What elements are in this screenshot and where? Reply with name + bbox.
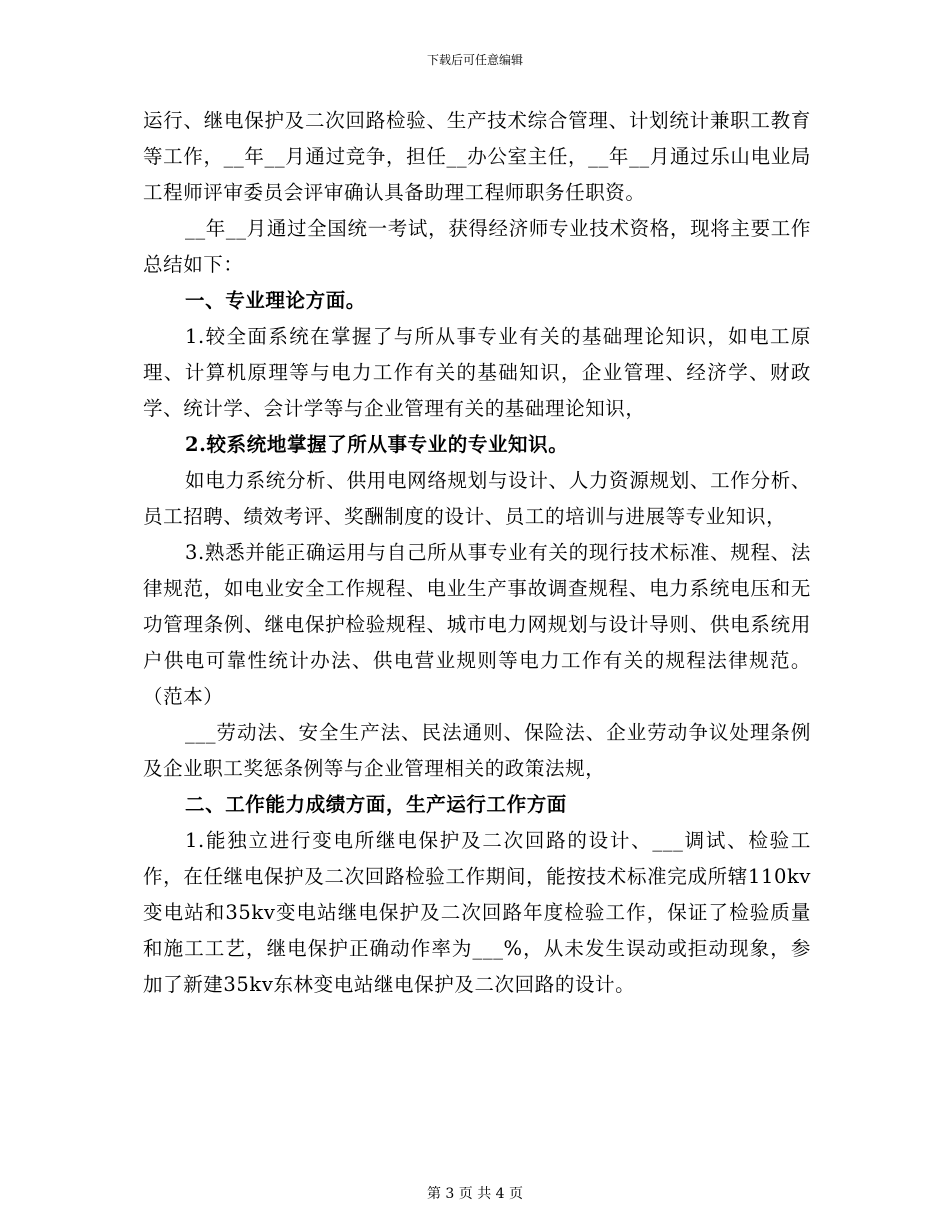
section-heading-1: 一、专业理论方面。 bbox=[185, 289, 366, 312]
subheading-theory-2: 2.较系统地掌握了所从事专业的专业知识。 bbox=[185, 433, 569, 456]
paragraph-theory-2: 如电力系统分析、供用电网络规划与设计、人力资源规划、工作分析、员工招聘、绩效考评、奖酬制度的设计、员工的培训与进展等专业知识， bbox=[143, 469, 811, 528]
paragraph-1: 运行、继电保护及二次回路检验、生产技术综合管理、计划统计兼职工教育等工作，__年__月通过竞争，担任__办公室主任，__年__月通过乐山电业局工程师评审委员会评审确认具备助理工程师职务任职资。 bbox=[143, 109, 811, 204]
paragraph-theory-3: 3.熟悉并能正确运用与自己所从事专业有关的现行技术标准、规程、法律规范，如电业安全工作规程、电业生产事故调查规程、电力系统电压和无功管理条例、继电保护检验规程、城市电力网规划与设计导则、供电系统用户供电可靠性统计办法、供电营业规则等电力工作有关的规程法律规范。（范本） bbox=[143, 541, 811, 708]
paragraph-2: __年__月通过全国统一考试，获得经济师专业技术资格，现将主要工作总结如下： bbox=[143, 217, 811, 276]
section-heading-2: 二、工作能力成绩方面，生产运行工作方面 bbox=[185, 793, 567, 816]
paragraph-theory-1: 1.较全面系统在掌握了与所从事专业有关的基础理论知识，如电工原理、计算机原理等与电力工作有关的基础知识，企业管理、经济学、财政学、统计学、会计学等与企业管理有关的基础理论知识， bbox=[143, 325, 811, 420]
document-body bbox=[143, 103, 811, 1003]
page-footer: 第 3 页 共 4 页 bbox=[426, 1186, 524, 1202]
paragraph-work-1: 1.能独立进行变电所继电保护及二次回路的设计、___调试、检验工作，在任继电保护及二次回路检验工作期间，能按技术标准完成所辖110kv变电站和35kv变电站继电保护及二次回路年度检验工作，保证了检验质量和施工工艺，继电保护正确动作率为___%，从未发生误动或拒动现象，参加了新建35kv东林变电站继电保护及二次回路的设计。 bbox=[143, 829, 811, 996]
page-header: 下载后可任意编辑 bbox=[426, 53, 523, 67]
paragraph-laws: ___劳动法、安全生产法、民法通则、保险法、企业劳动争议处理条例及企业职工奖惩条例等与企业管理相关的政策法规， bbox=[143, 721, 811, 780]
